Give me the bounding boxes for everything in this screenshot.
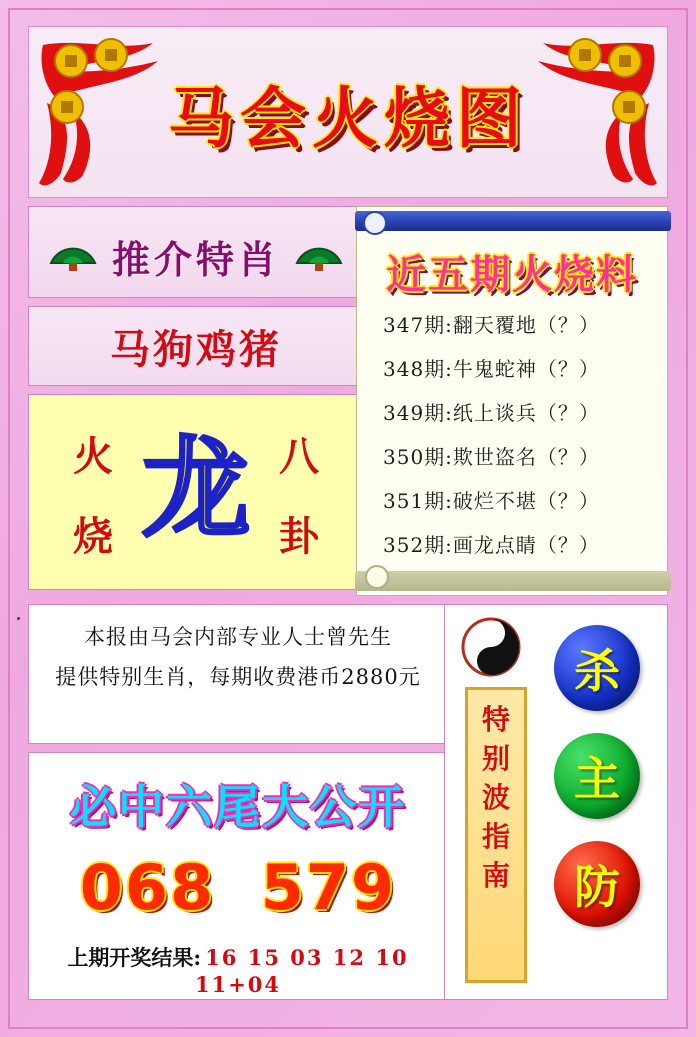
bagua-center-character: 龙 bbox=[141, 426, 250, 552]
row-note-and-side bbox=[28, 604, 668, 1000]
lucky-title: 必中六尾大公开 bbox=[70, 780, 406, 834]
status-badge-sha: 杀 bbox=[554, 625, 640, 711]
recommended-zodiacs-box bbox=[28, 306, 364, 386]
row-recommend-and-scroll bbox=[28, 206, 668, 596]
vertical-banner-char-5: 南 bbox=[481, 859, 510, 892]
vertical-banner-char-3: 波 bbox=[481, 781, 510, 814]
scroll-knob-bottom bbox=[365, 565, 389, 589]
disclaimer-box bbox=[28, 604, 448, 744]
vertical-banner-char-4: 指 bbox=[481, 820, 510, 853]
vertical-banner bbox=[465, 687, 527, 983]
lucky-numbers bbox=[29, 851, 447, 924]
circle-badges bbox=[543, 625, 651, 949]
scroll-top-bar bbox=[355, 211, 671, 231]
recommended-zodiacs: 马狗鸡猪 bbox=[110, 325, 282, 373]
disclaimer-line-2: 提供特别生肖，每期收费港币2880元 bbox=[55, 665, 421, 689]
past-issues-list bbox=[383, 303, 653, 567]
last-draw-value: 16 15 03 12 10 11+04 bbox=[194, 945, 409, 997]
list-item: 350期:欺世盗名（？） bbox=[383, 445, 600, 469]
disclaimer-line-1: 本报由马会内部专业人士曾先生 bbox=[84, 625, 392, 649]
page-title: 马会火烧图 bbox=[168, 79, 528, 157]
bagua-right-top: 八 bbox=[279, 433, 319, 480]
scroll-knob-top bbox=[363, 211, 387, 235]
bagua-box bbox=[28, 394, 364, 590]
title-banner bbox=[28, 26, 668, 198]
side-column bbox=[444, 604, 668, 1000]
list-item: 351期:破烂不堪（？） bbox=[383, 489, 600, 513]
scroll-bottom-bar bbox=[355, 571, 671, 591]
fan-icon-right bbox=[293, 233, 345, 273]
list-item: 347期:翻天覆地（？） bbox=[383, 313, 600, 337]
list-item: 352期:画龙点睛（？） bbox=[383, 533, 600, 557]
vertical-banner-char-1: 特 bbox=[481, 703, 510, 736]
status-badge-fang: 防 bbox=[554, 841, 640, 927]
bagua-right-bottom: 卦 bbox=[279, 513, 319, 560]
last-draw-row bbox=[29, 942, 447, 997]
recommend-column bbox=[28, 206, 364, 590]
lucky-number-1: 068 bbox=[79, 851, 216, 924]
list-item: 348期:牛鬼蛇神（？） bbox=[383, 357, 600, 381]
poster-inner bbox=[14, 14, 682, 1023]
scroll-panel bbox=[356, 206, 668, 596]
bagua-left-bottom: 烧 bbox=[73, 513, 113, 560]
lucky-numbers-box bbox=[28, 752, 448, 1000]
recommend-heading-box bbox=[28, 206, 364, 298]
status-badge-zhu: 主 bbox=[554, 733, 640, 819]
scroll-title: 近五期火烧料 bbox=[386, 251, 638, 298]
lucky-number-2: 579 bbox=[260, 851, 397, 924]
bagua-left-top: 火 bbox=[73, 433, 113, 480]
last-draw-label: 上期开奖结果: bbox=[67, 945, 202, 970]
recommend-heading: 推介特肖 bbox=[111, 237, 280, 282]
vertical-banner-char-2: 别 bbox=[481, 742, 510, 775]
yin-yang-icon bbox=[461, 617, 521, 677]
list-item: 349期:纸上谈兵（？） bbox=[383, 401, 600, 425]
edge-dot bbox=[17, 617, 20, 620]
